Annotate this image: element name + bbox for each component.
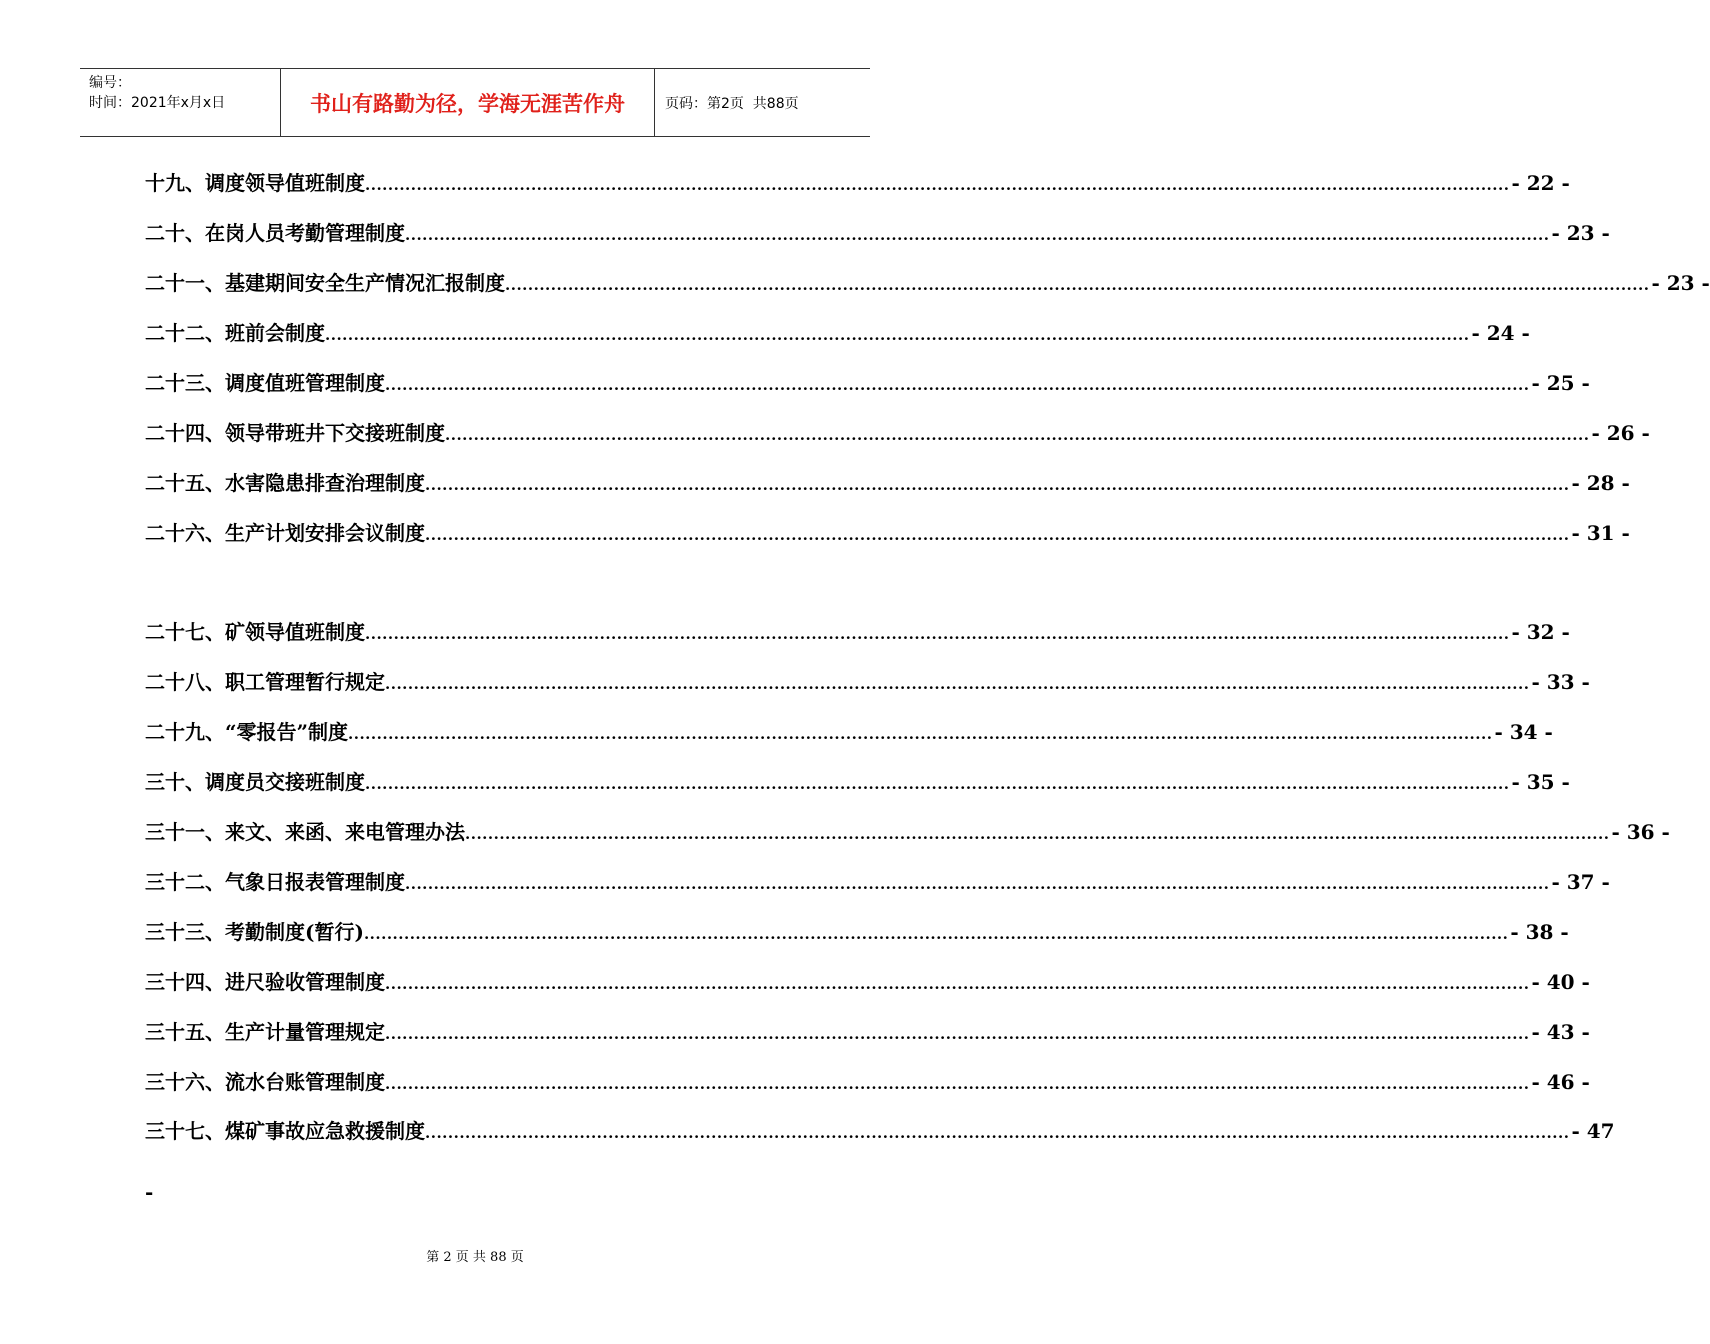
- toc-entry-title: 二十八、职工管理暂行规定: [145, 670, 385, 694]
- toc-entry[interactable]: [145, 168, 1570, 198]
- toc-entry-title: 二十四、领导带班井下交接班制度: [145, 421, 445, 445]
- toc-entry-title: 二十一、基建期间安全生产情况汇报制度: [145, 271, 505, 295]
- toc-leader-dots: ........................................................................................................................................................................................................: [365, 176, 1510, 194]
- toc-entry-page: - 22 -: [1511, 171, 1570, 195]
- toc-leader-dots: ........................................................................................................................................................................................................: [348, 725, 1493, 743]
- toc-leader-dots: ........................................................................................................................................................................................................: [385, 1025, 1530, 1043]
- toc-entry-title: 二十、在岗人员考勤管理制度: [145, 221, 405, 245]
- toc-leader-dots: ........................................................................................................................................................................................................: [325, 326, 1470, 344]
- toc-entry[interactable]: [145, 717, 1553, 747]
- toc-entry-title: 二十五、水害隐患排查治理制度: [145, 471, 425, 495]
- toc-entry-title: 三十二、气象日报表管理制度: [145, 870, 405, 894]
- toc-entry[interactable]: [145, 368, 1590, 398]
- page-footer: 第 2 页 共 88 页: [426, 1250, 524, 1265]
- toc-entry-page: - 31 -: [1571, 521, 1630, 545]
- header-motto: 书山有路勤为径，学海无涯苦作舟: [281, 69, 655, 136]
- toc-entry[interactable]: [145, 667, 1590, 697]
- toc-entry[interactable]: [145, 1067, 1590, 1097]
- toc-entry-title: 三十七、煤矿事故应急救援制度: [145, 1119, 425, 1143]
- toc-leader-dots: ........................................................................................................................................................................................................: [405, 226, 1550, 244]
- toc-leader-dots: ........................................................................................................................................................................................................: [385, 1075, 1530, 1093]
- toc-entry-page: - 37 -: [1551, 870, 1610, 894]
- toc-entry-page: - 25 -: [1531, 371, 1590, 395]
- toc-entry-page: - 34 -: [1494, 720, 1553, 744]
- toc-entry-page: - 24 -: [1471, 321, 1530, 345]
- toc-leader-dots: ........................................................................................................................................................................................................: [425, 526, 1570, 544]
- toc-entry-page: - 36 -: [1611, 820, 1670, 844]
- toc-entry-title: 三十三、考勤制度(暂行): [145, 920, 364, 944]
- toc-entry-page: - 28 -: [1571, 471, 1630, 495]
- toc-entry[interactable]: [145, 468, 1630, 498]
- toc-leader-dots: ........................................................................................................................................................................................................: [425, 1124, 1570, 1142]
- toc-entry-title: 三十六、流水台账管理制度: [145, 1070, 385, 1094]
- toc-entry[interactable]: [145, 1017, 1590, 1047]
- toc-entry-page: - 38 -: [1510, 920, 1569, 944]
- toc-entry-page: - 23 -: [1651, 271, 1710, 295]
- toc-entry[interactable]: [145, 617, 1570, 647]
- toc-entry[interactable]: [145, 268, 1710, 298]
- toc-leader-dots: ........................................................................................................................................................................................................: [425, 476, 1570, 494]
- toc-entry[interactable]: [145, 318, 1530, 348]
- toc-leader-dots: ........................................................................................................................................................................................................: [385, 975, 1530, 993]
- toc-leader-dots: ........................................................................................................................................................................................................: [363, 925, 1509, 943]
- toc-leader-dots: ........................................................................................................................................................................................................: [405, 875, 1550, 893]
- toc-entry[interactable]: [145, 518, 1630, 548]
- toc-leader-dots: ........................................................................................................................................................................................................: [465, 825, 1610, 843]
- toc-entry[interactable]: [145, 767, 1570, 797]
- toc-entry-title: 三十一、来文、来函、来电管理办法: [145, 820, 465, 844]
- toc-entry[interactable]: [145, 917, 1569, 947]
- toc-entry-title: 二十三、调度值班管理制度: [145, 371, 385, 395]
- toc-leader-dots: ........................................................................................................................................................................................................: [365, 625, 1510, 643]
- toc-entry-page: - 33 -: [1531, 670, 1590, 694]
- time-label: 时间：2021年x月x日: [89, 95, 226, 111]
- toc-entry[interactable]: [145, 418, 1650, 448]
- toc-entry-page: - 40 -: [1531, 970, 1590, 994]
- toc-entry[interactable]: [145, 817, 1670, 847]
- header-page-info: 页码：第2页 共88页: [665, 95, 799, 112]
- toc-leader-dots: ........................................................................................................................................................................................................: [365, 775, 1510, 793]
- toc-entry-title: 二十六、生产计划安排会议制度: [145, 521, 425, 545]
- toc-entry-title: 二十九、“零报告”制度: [145, 720, 349, 744]
- toc-leader-dots: ........................................................................................................................................................................................................: [445, 426, 1590, 444]
- toc-entry[interactable]: [145, 867, 1610, 897]
- serial-label: 编号：: [89, 75, 131, 91]
- toc-entry-page: - 47: [1571, 1119, 1615, 1143]
- toc-entry-page: - 46 -: [1531, 1070, 1590, 1094]
- toc-entry-title: 三十四、进尺验收管理制度: [145, 970, 385, 994]
- toc-entry-page: - 35 -: [1511, 770, 1570, 794]
- toc-entry-title: 三十五、生产计量管理规定: [145, 1020, 385, 1044]
- toc-entry-title: 二十七、矿领导值班制度: [145, 620, 365, 644]
- toc-entry-page: - 43 -: [1531, 1020, 1590, 1044]
- toc-entry-title: 三十、调度员交接班制度: [145, 770, 365, 794]
- toc-entry[interactable]: [145, 218, 1610, 248]
- toc-entry-page: - 32 -: [1511, 620, 1570, 644]
- toc-leader-dots: ........................................................................................................................................................................................................: [505, 276, 1650, 294]
- header-meta: [80, 69, 281, 136]
- toc-entry-page: - 23 -: [1551, 221, 1610, 245]
- toc-entry[interactable]: [145, 1116, 1615, 1146]
- toc-entry-page: - 26 -: [1591, 421, 1650, 445]
- toc-leader-dots: ........................................................................................................................................................................................................: [385, 376, 1530, 394]
- toc-entry[interactable]: [145, 967, 1590, 997]
- trailing-dash: -: [145, 1180, 154, 1204]
- toc-leader-dots: ........................................................................................................................................................................................................: [385, 675, 1530, 693]
- page-header: [80, 68, 870, 137]
- toc-entry-title: 二十二、班前会制度: [145, 321, 325, 345]
- toc-entry-title: 十九、调度领导值班制度: [145, 171, 365, 195]
